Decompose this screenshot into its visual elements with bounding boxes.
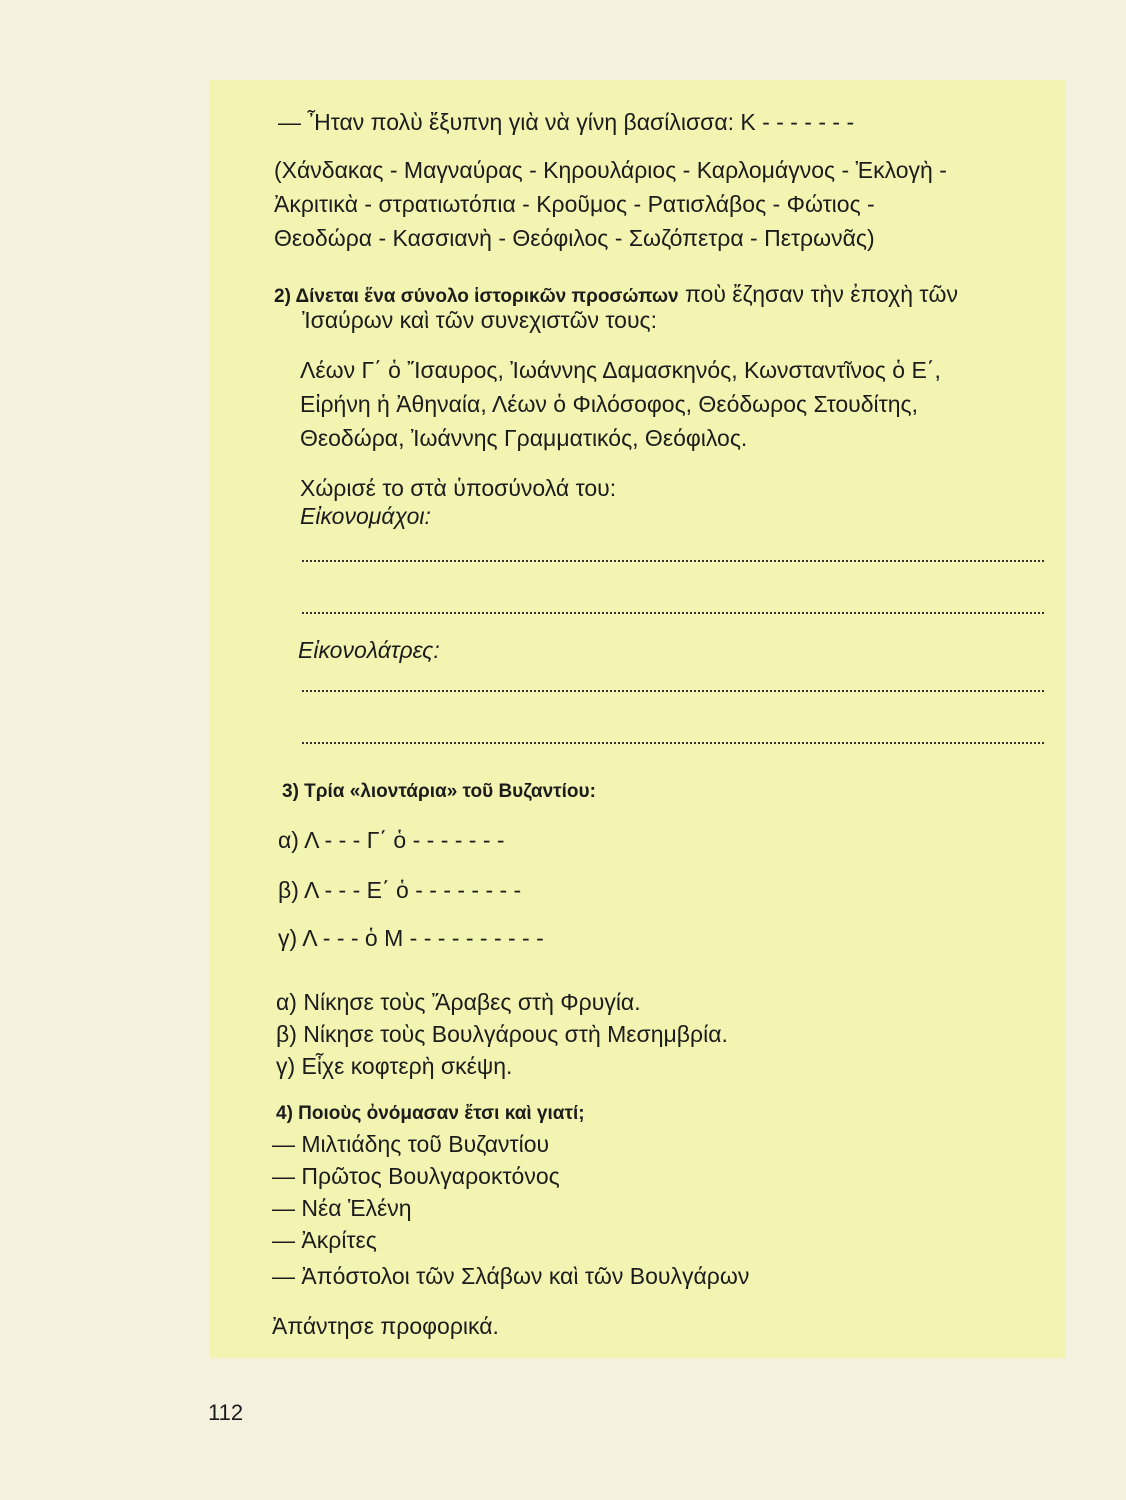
persons-line-2: Εἰρήνη ἡ Ἀθηναία, Λέων ὁ Φιλόσοφος, Θεόδωρος Στουδίτης, [300, 391, 918, 417]
iconoclasts-answer-line-1[interactable] [302, 560, 1044, 562]
lion-blank-a: α) Λ - - - Γ΄ ὁ - - - - - - - [278, 827, 505, 853]
lion-clue-a: α) Νίκησε τοὺς Ἄραβες στὴ Φρυγία. [276, 989, 641, 1015]
question-2-heading-bold: 2) Δίνεται ἕνα σύνολο ἱστορικῶν προσώπων [274, 286, 679, 307]
question-2-heading-rest: ποὺ ἔζησαν τὴν ἐποχὴ τῶν [684, 281, 958, 307]
iconoclasts-answer-line-2[interactable] [302, 612, 1044, 614]
iconoclasts-label: Εἰκονομάχοι: [300, 503, 431, 529]
iconodules-label: Εἰκονολάτρες: [298, 637, 440, 663]
persons-line-1: Λέων Γ΄ ὁ Ἴσαυρος, Ἰωάννης Δαμασκηνός, Κωνσταντῖνος ὁ Ε΄, [300, 357, 941, 383]
word-list-line-2: Ἀκριτικὰ - στρατιωτόπια - Κροῦμος - Ρατισλάβος - Φώτιος - [274, 191, 875, 217]
page-number: 112 [208, 1400, 244, 1425]
lion-clue-b: β) Νίκησε τοὺς Βουλγάρους στὴ Μεσημβρία. [276, 1021, 728, 1047]
question-3-heading: 3) Τρία «λιοντάρια» τοῦ Βυζαντίου: [282, 781, 596, 802]
lion-blank-c: γ) Λ - - - ὁ Μ - - - - - - - - - - [278, 925, 544, 951]
iconodules-answer-line-1[interactable] [302, 690, 1044, 692]
epithet-item: — Ἀκρίτες [272, 1227, 377, 1253]
iconodules-answer-line-2[interactable] [302, 742, 1044, 744]
partition-instruction: Χώρισέ το στὰ ὑποσύνολά του: [300, 475, 617, 501]
question-4-heading: 4) Ποιοὺς ὀνόμασαν ἔτσι καὶ γιατί; [276, 1103, 585, 1124]
lion-blank-b: β) Λ - - - Ε΄ ὁ - - - - - - - - [278, 877, 522, 903]
epithet-item: — Πρῶτος Βουλγαροκτόνος [272, 1163, 560, 1189]
epithet-item: — Μιλτιάδης τοῦ Βυζαντίου [272, 1131, 550, 1157]
epithet-item: — Νέα Ἑλένη [272, 1195, 412, 1221]
question-2-heading-line-2: Ἰσαύρων καὶ τῶν συνεχιστῶν τους: [302, 307, 658, 333]
word-list-line-1: (Χάνδακας - Μαγναύρας - Κηρουλάριος - Καρλομάγνος - Ἐκλογὴ - [274, 157, 947, 183]
oral-answer-instruction: Ἀπάντησε προφορικά. [272, 1313, 499, 1339]
word-list-line-3: Θεοδώρα - Κασσιανὴ - Θεόφιλος - Σωζόπετρα - Πετρωνᾶς) [274, 225, 875, 251]
lion-clue-c: γ) Εἶχε κοφτερὴ σκέψη. [276, 1053, 513, 1079]
question-1-line: — Ἦταν πολὺ ἔξυπνη γιὰ νὰ γίνη βασίλισσα: Κ - - - - - - - [278, 109, 855, 135]
epithet-item: — Ἀπόστολοι τῶν Σλάβων καὶ τῶν Βουλγάρων [272, 1263, 750, 1289]
persons-line-3: Θεοδώρα, Ἰωάννης Γραμματικός, Θεόφιλος. [300, 425, 748, 451]
